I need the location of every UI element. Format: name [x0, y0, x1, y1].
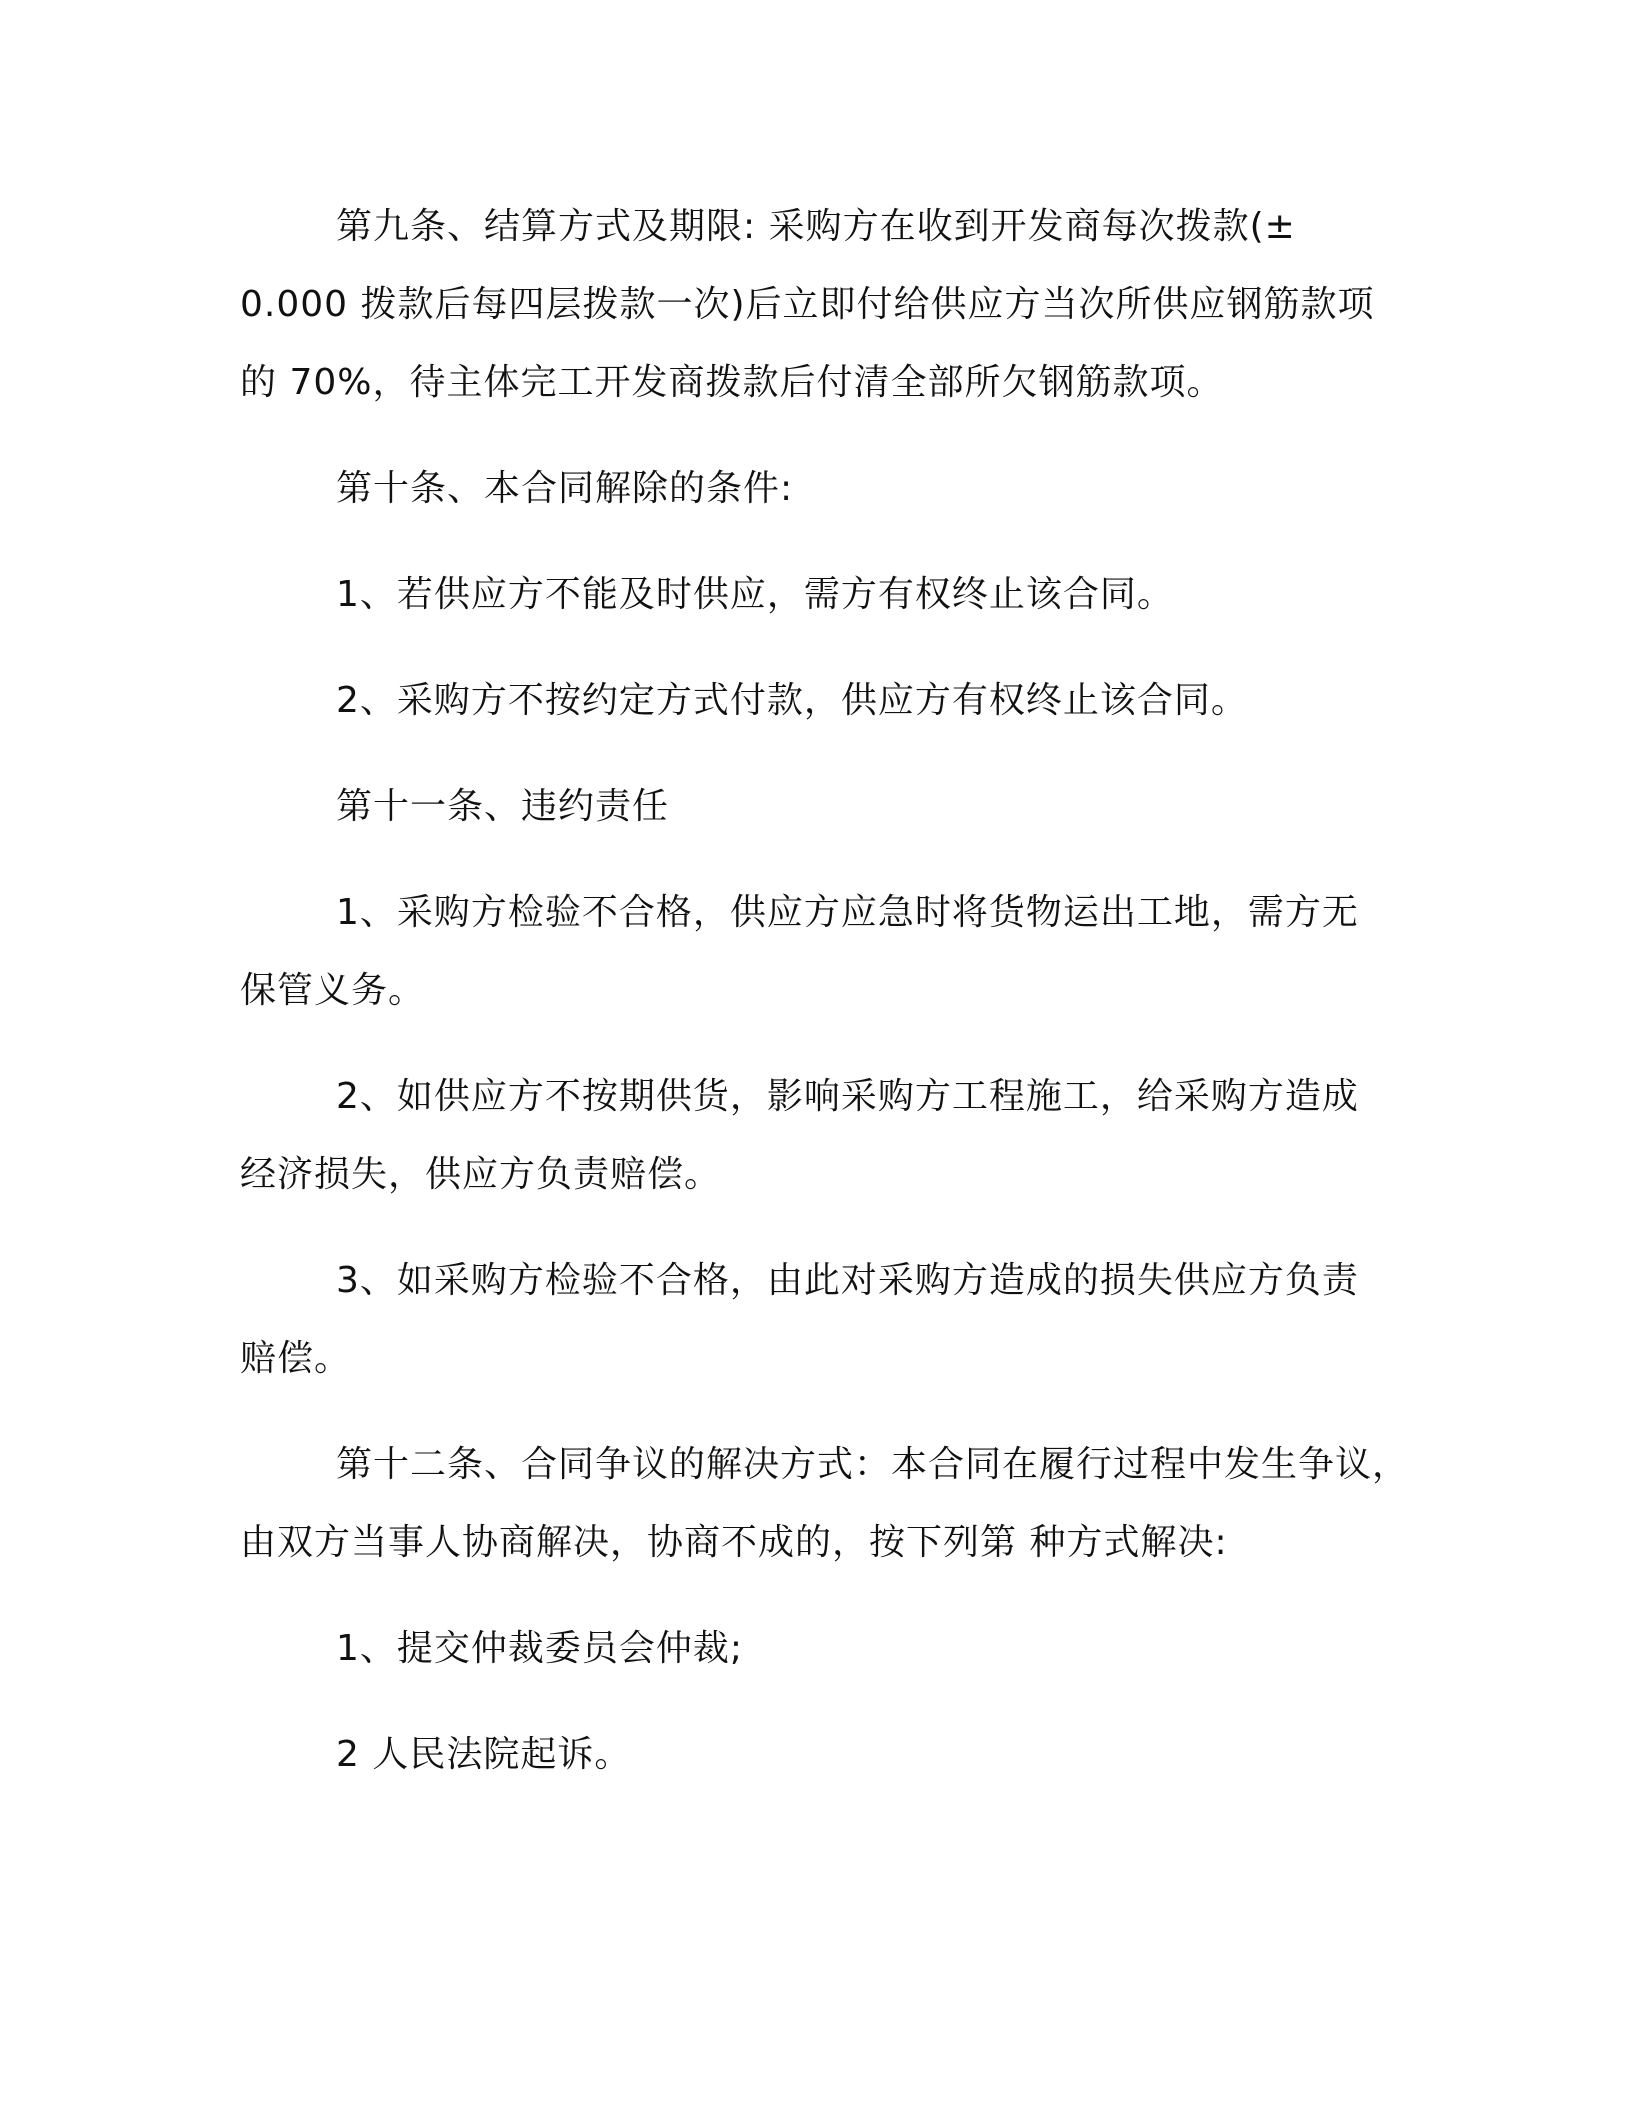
text-line: 的 70%，待主体完工开发商拨款后付清全部所欠钢筋款项。	[240, 362, 1224, 403]
document-body	[240, 188, 1415, 1822]
article-11-item-3	[240, 1242, 1415, 1398]
text-line: 0.000 拨款后每四层拨款一次)后立即付给供应方当次所供应钢筋款项	[240, 284, 1375, 325]
text-line: 第九条、结算方式及期限: 采购方在收到开发商每次拨款(±	[336, 206, 1296, 247]
text-line: 第十一条、违约责任	[336, 786, 670, 827]
article-10-title	[240, 450, 1415, 528]
article-10-item-1	[240, 556, 1415, 634]
article-12-paragraph	[240, 1426, 1415, 1582]
article-12-item-2	[240, 1716, 1415, 1794]
article-12-item-1	[240, 1610, 1415, 1688]
text-line: 由双方当事人协商解决，协商不成的，按下列第 种方式解决:	[240, 1522, 1228, 1563]
text-line: 1、提交仲裁委员会仲裁;	[336, 1628, 744, 1669]
article-10-item-2	[240, 662, 1415, 740]
text-line: 经济损失，供应方负责赔偿。	[240, 1154, 722, 1195]
article-11-item-2	[240, 1058, 1415, 1214]
text-line: 赔偿。	[240, 1338, 352, 1379]
text-line: 1、采购方检验不合格，供应方应急时将货物运出工地，需方无	[336, 892, 1359, 933]
article-11-title	[240, 768, 1415, 846]
article-11-item-1	[240, 874, 1415, 1030]
text-line: 1、若供应方不能及时供应，需方有权终止该合同。	[336, 574, 1174, 615]
article-9-paragraph	[240, 188, 1415, 422]
text-line: 2、采购方不按约定方式付款，供应方有权终止该合同。	[336, 680, 1248, 721]
text-line: 第十二条、合同争议的解决方式：本合同在履行过程中发生争议，	[336, 1444, 1410, 1485]
text-line: 3、如采购方检验不合格，由此对采购方造成的损失供应方负责	[336, 1260, 1359, 1301]
text-line: 保管义务。	[240, 970, 426, 1011]
text-line: 2、如供应方不按期供货，影响采购方工程施工，给采购方造成	[336, 1076, 1359, 1117]
text-line: 第十条、本合同解除的条件:	[336, 468, 794, 509]
text-line: 2 人民法院起诉。	[336, 1734, 632, 1775]
